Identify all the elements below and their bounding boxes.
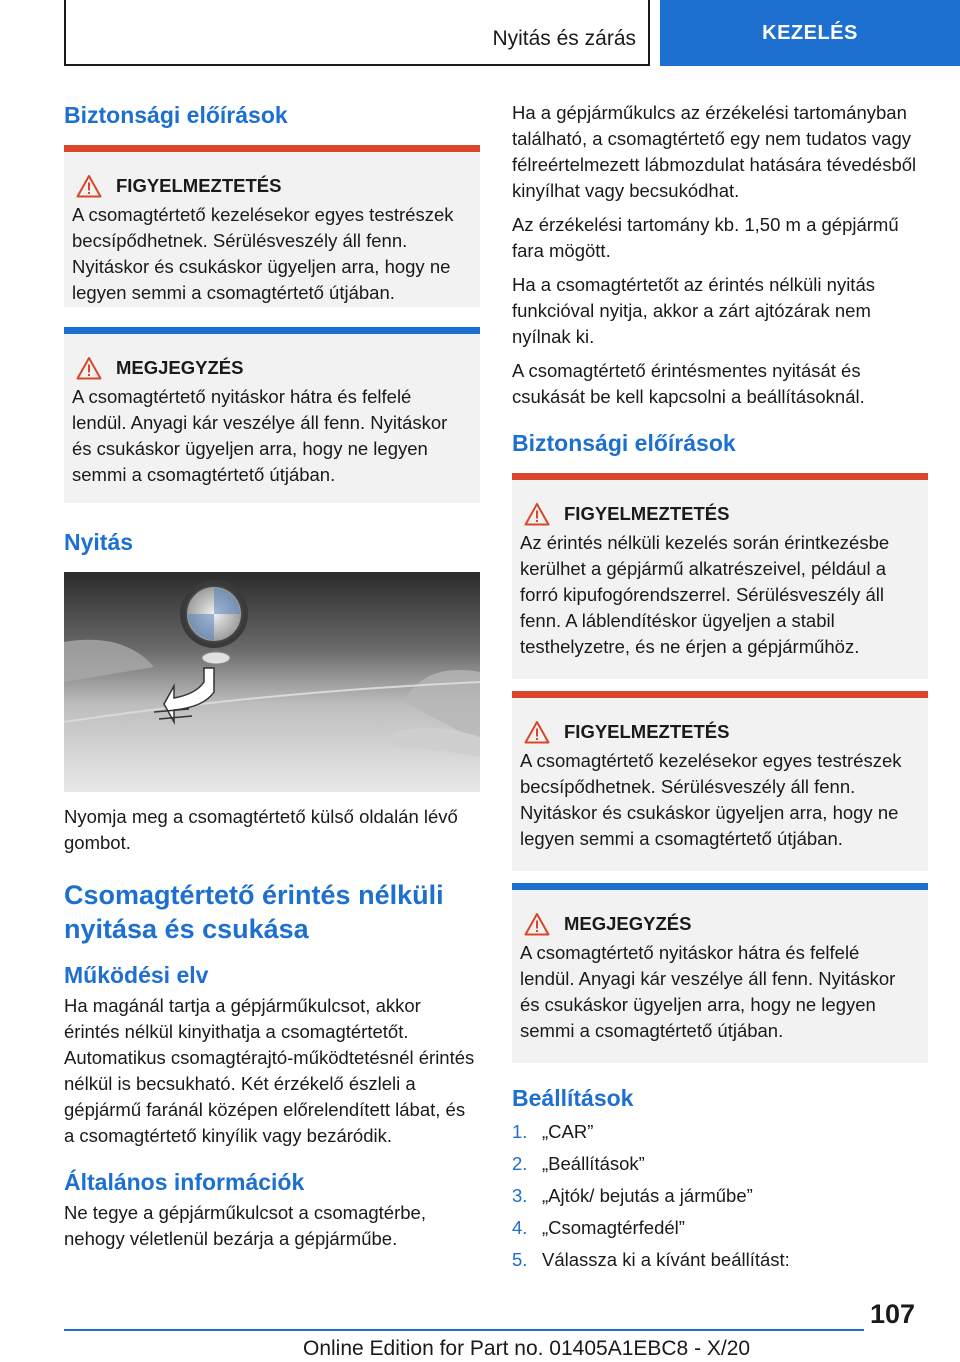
header-left-rule — [64, 0, 66, 66]
warning-triangle-icon — [524, 502, 550, 526]
footer-rule — [64, 1329, 864, 1331]
warning-title: FIGYELMEZTETÉS — [564, 721, 730, 742]
note-text: A csomagtértető nyitáskor hátra és felfelé lendül. Anyagi kár veszélye áll fenn. Nyitáskor és csukáskor ügyeljen arra, hogy ne legyen semmi a csomagtértető útjában. — [72, 386, 448, 485]
note-title-row — [520, 912, 918, 936]
warning-triangle-icon — [524, 720, 550, 744]
step-text: Válassza ki a kívánt beállítást: — [542, 1249, 790, 1270]
general-text: Ne tegye a gépjárműkulcsot a csomagtérbe, nehogy véletlenül bezárja a gépjárműbe. — [64, 1202, 426, 1249]
warning-box — [512, 691, 928, 871]
step-number: 2. — [512, 1153, 528, 1174]
settings-heading: Beállítások — [512, 1085, 634, 1111]
warning-title-row — [520, 720, 918, 744]
touchless-heading: Csomagtértető érintés nélküli nyitása és csukása — [64, 880, 444, 944]
step-number: 4. — [512, 1217, 528, 1238]
principle-heading: Működési elv — [64, 962, 209, 988]
step-number: 1. — [512, 1121, 528, 1142]
warning-title: FIGYELMEZTETÉS — [116, 175, 282, 196]
warning-triangle-icon — [76, 174, 102, 198]
left-column — [64, 100, 480, 1252]
warning-triangle-icon — [524, 912, 550, 936]
trunk-button-photo — [64, 572, 480, 792]
step-number: 5. — [512, 1249, 528, 1270]
header-right-rule — [648, 0, 650, 66]
principle-text: Ha magánál tartja a gépjárműkulcsot, akkor érintés nélkül kinyithatja a csomagtértetőt. Automatikus csomagtérajtó-működtetésnél érintés nélkül is becsukható. Két érzékelő észleli a gépjármű faránál középen előrelendített lábat, és a csomagtértető kinyílik vagy bezáródik. — [64, 995, 475, 1146]
step-text: „Csomagtérfedél” — [542, 1217, 685, 1238]
warning-text: A csomagtértető kezelésekor egyes testrészek becsípődhetnek. Sérülésveszély áll fenn. Nyitáskor és csukáskor ügyeljen arra, hogy ne legyen semmi a csomagtértető útjában. — [520, 750, 902, 849]
footer-edition: Online Edition for Part no. 01405A1EBC8 - X/20 — [303, 1337, 751, 1360]
warning-title: FIGYELMEZTETÉS — [564, 503, 730, 524]
right-column — [512, 100, 928, 1278]
general-heading: Általános információk — [64, 1169, 305, 1195]
paragraph-distance: Az érzékelési tartomány kb. 1,50 m a gépjármű fara mögött. — [512, 214, 899, 261]
step-text: „Ajtók/ bejutás a járműbe” — [542, 1185, 753, 1206]
settings-step — [512, 1182, 928, 1210]
step-text: „Beállítások” — [542, 1153, 645, 1174]
note-text: A csomagtértető nyitáskor hátra és felfelé lendül. Anyagi kár veszélye áll fenn. Nyitáskor és csukáskor ügyeljen arra, hogy ne legyen semmi a csomagtértető útjában. — [520, 942, 896, 1041]
settings-step — [512, 1214, 928, 1242]
header-section-title: Nyitás és zárás — [492, 27, 636, 50]
note-title: MEGJEGYZÉS — [116, 357, 244, 378]
settings-step — [512, 1246, 928, 1274]
opening-heading: Nyitás — [64, 529, 134, 555]
page-number: 107 — [870, 1299, 916, 1329]
warning-text: Az érintés nélküli kezelés során érintkezésbe kerülhet a gépjármű alkatrészeivel, például a forró kipufogórendszerrel. Sérülésveszély áll fenn. A láblendítéskor ügyeljen a stabil testhelyzetre, és ne érjen a gépjárműhöz. — [520, 532, 890, 657]
paragraph-activation: A csomagtértető érintésmentes nyitását és csukását be kell kapcsolni a beállításoknál. — [512, 360, 865, 407]
warning-box — [64, 145, 480, 307]
photo-caption: Nyomja meg a csomagtértető külső oldalán lévő gombot. — [64, 806, 458, 853]
safety-heading: Biztonsági előírások — [64, 102, 288, 128]
step-number: 3. — [512, 1185, 528, 1206]
settings-steps-list — [512, 1118, 928, 1274]
paragraph-doors: Ha a csomagtértetőt az érintés nélküli nyitás funkcióval nyitja, akkor a zárt ajtózárak nem nyílnak ki. — [512, 274, 875, 347]
paragraph-sensing-range: Ha a gépjárműkulcs az érzékelési tartományban található, a csomagtértető egy nem tudatos vagy félreértelmezett lábmozdulat hatására tévedésből kinyílhat vagy becsukódhat. — [512, 102, 917, 201]
header-bottom-rule — [64, 64, 650, 66]
header-chapter-tab[interactable]: KEZELÉS — [660, 0, 960, 66]
warning-triangle-icon — [76, 356, 102, 380]
warning-text: A csomagtértető kezelésekor egyes testrészek becsípődhetnek. Sérülésveszély áll fenn. Nyitáskor és csukáskor ügyeljen arra, hogy ne legyen semmi a csomagtértető útjában. — [72, 204, 454, 303]
warning-title-row — [72, 174, 470, 198]
note-title: MEGJEGYZÉS — [564, 913, 692, 934]
note-box — [64, 327, 480, 503]
settings-step — [512, 1150, 928, 1178]
note-title-row — [72, 356, 470, 380]
warning-title-row — [520, 502, 918, 526]
note-box — [512, 883, 928, 1063]
safety-heading: Biztonsági előírások — [512, 430, 736, 456]
step-text: „CAR” — [542, 1121, 594, 1142]
warning-box — [512, 473, 928, 679]
settings-step — [512, 1118, 928, 1146]
